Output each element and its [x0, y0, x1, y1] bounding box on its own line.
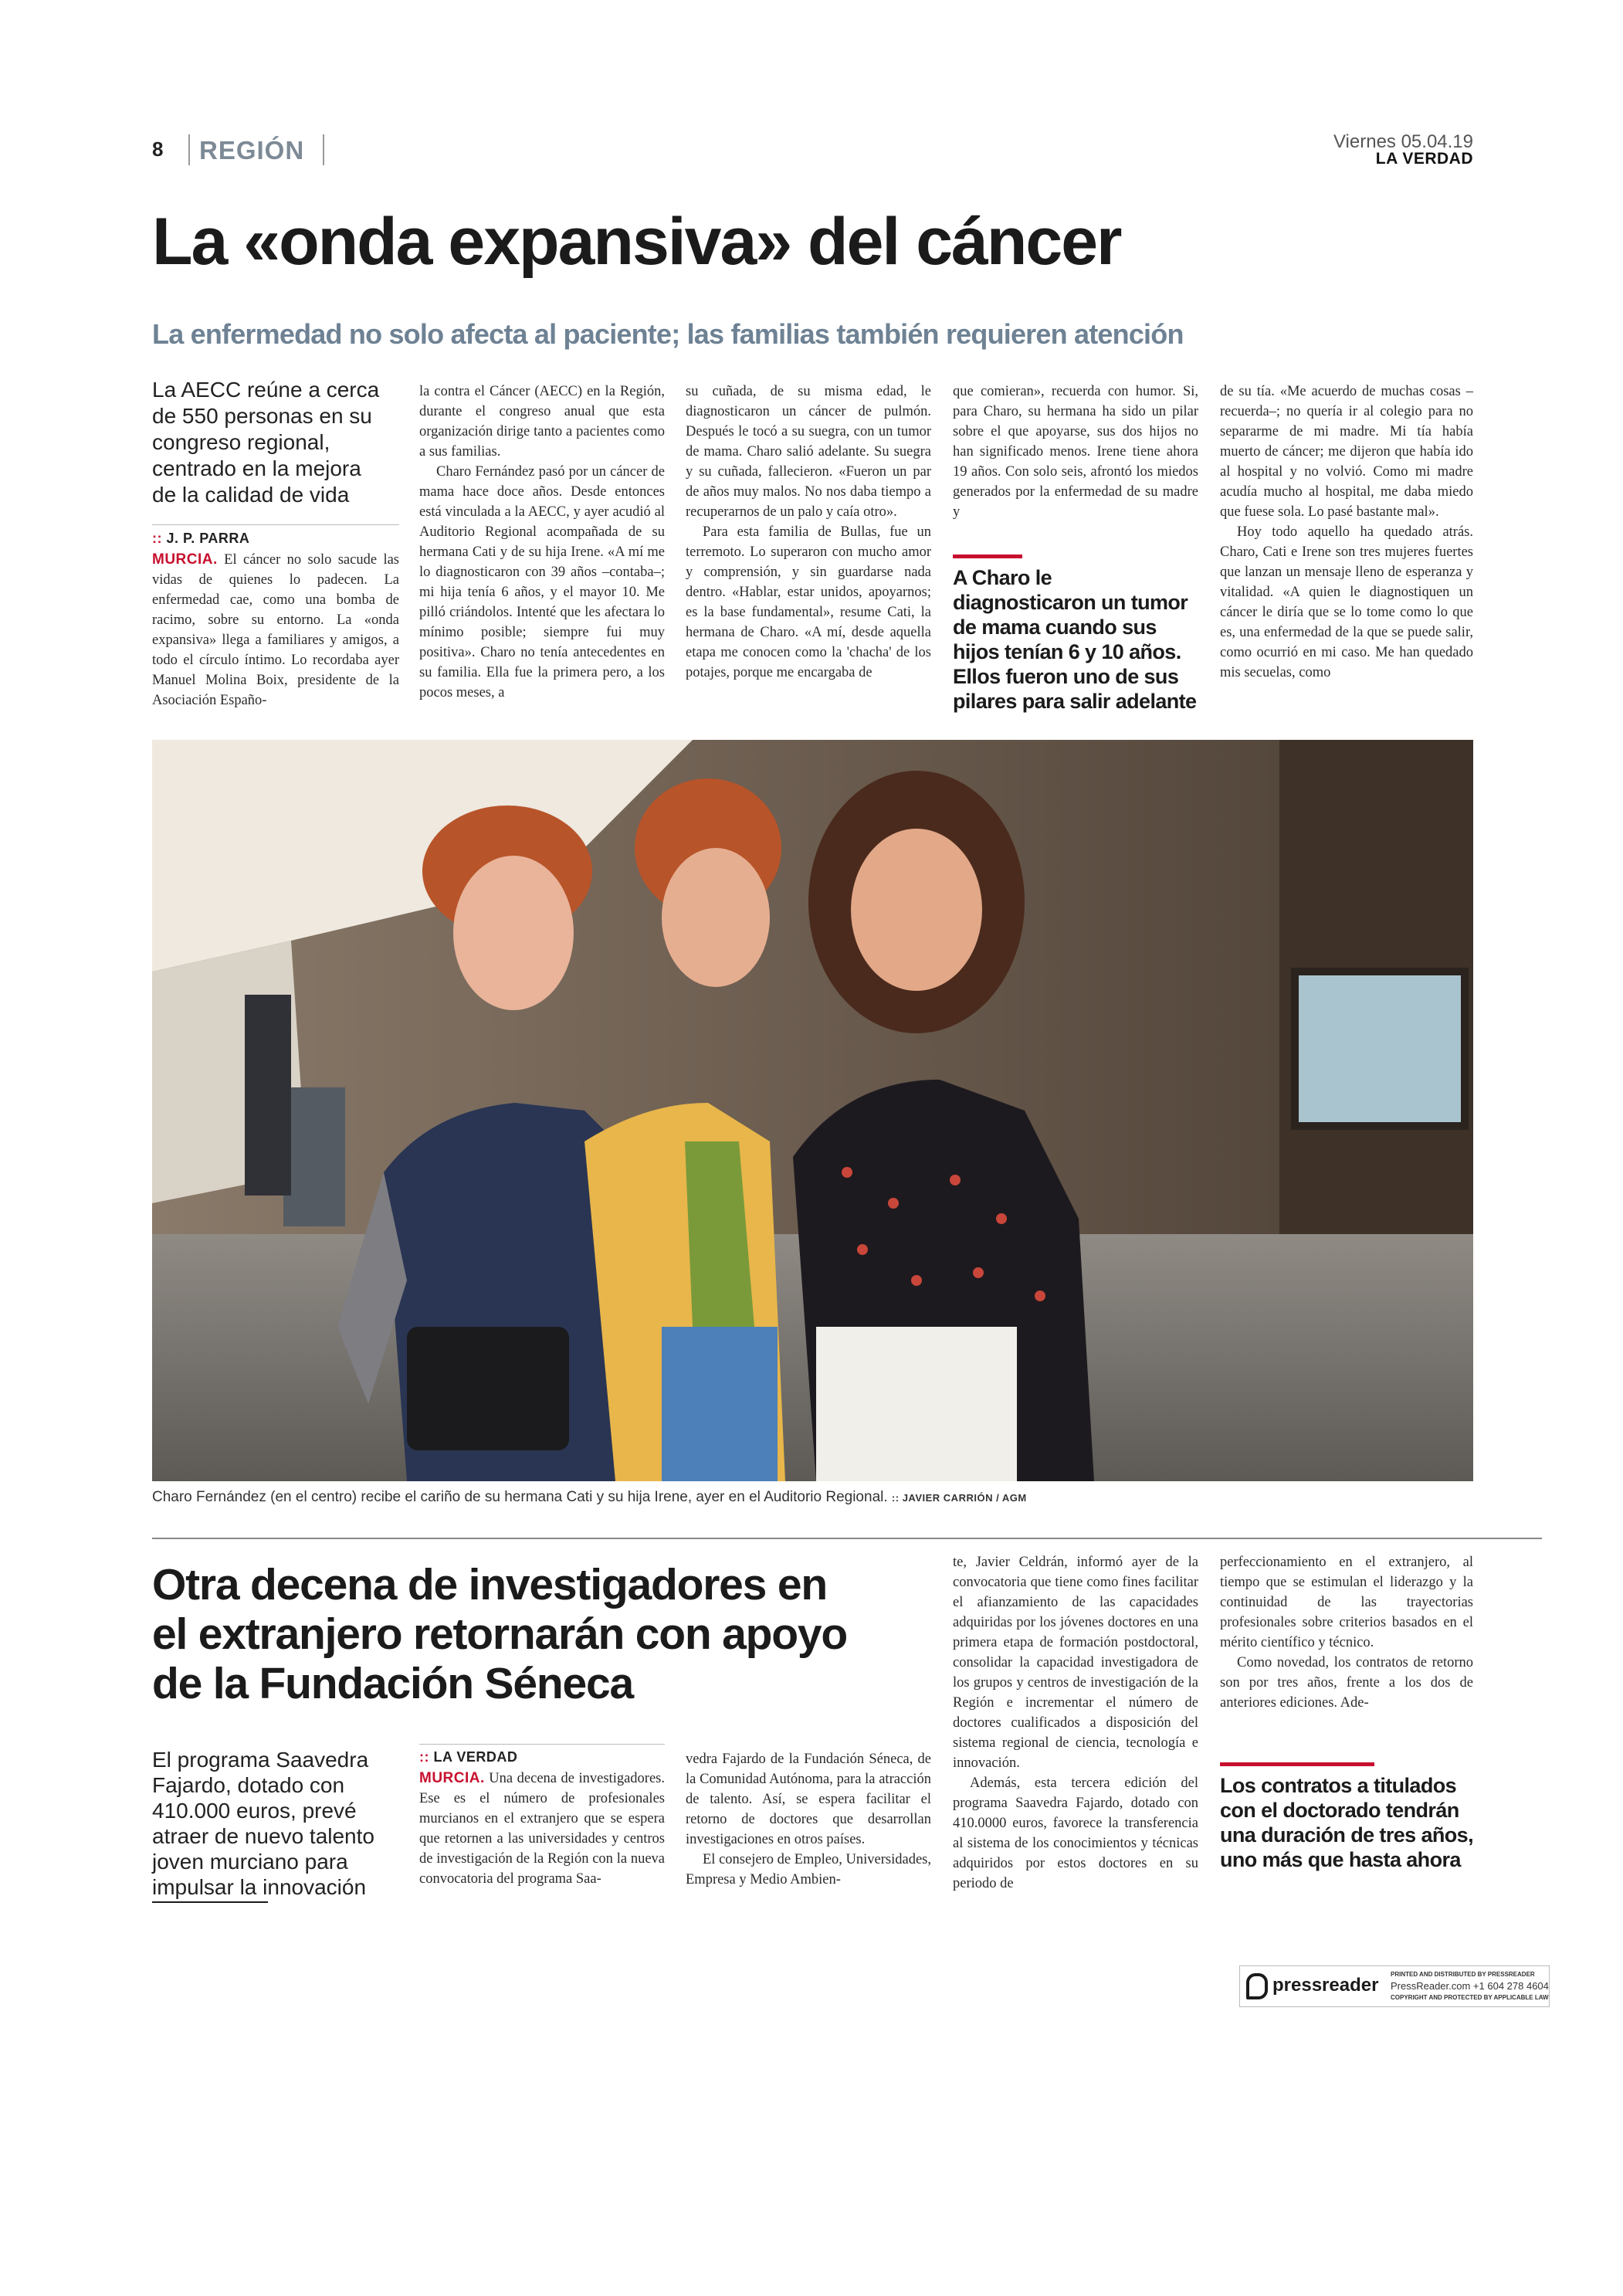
- newspaper-name: LA VERDAD: [1375, 150, 1473, 168]
- byline-rule: [152, 524, 399, 525]
- section-divider-left: [188, 134, 190, 165]
- article-2-column-1-text: Una decena de investigadores. Ese es el número de profesionales murcianos en el extranjero que se espera que retornen a las universidades y centros de investigación de la Región con la nueva convocatoria del programa Saa-: [419, 1771, 665, 1887]
- article-2-column-2-paragraph-2: El consejero de Empleo, Universidades, Empresa y Medio Ambien-: [686, 1852, 931, 1887]
- article-2-pullquote: Los contratos a titulados con el doctorado tendrán una duración de tres años, uno más que hasta ahora: [1220, 1774, 1473, 1871]
- pressreader-logo-icon: [1246, 1973, 1268, 1999]
- column-5-paragraph-1: de su tía. «Me acuerdo de muchas cosas –recuerda–; no quería ir al colegio para no separarme de mi madre. Mi tía había muerto de cáncer; me dijeron que había ido al hospital y no volvió. Como mi madre acudía mucho al hospital, me daba miedo que fuese sola. Lo pasé bastante mal».: [1220, 384, 1473, 520]
- article-2-column-1: [419, 1769, 665, 1889]
- article-2-lead-rule: [152, 1901, 268, 1903]
- photo-caption: [152, 1489, 1473, 1506]
- pressreader-line-3: COPYRIGHT AND PROTECTED BY APPLICABLE LAW: [1391, 1994, 1549, 2001]
- article-2-column-4-paragraph-2: Como novedad, los contratos de retorno son por tres años, frente a los dos de anteriores ediciones. Ade-: [1220, 1655, 1473, 1711]
- article-2-column-3: [953, 1552, 1198, 1894]
- article-2-byline-author: LA VERDAD: [433, 1749, 518, 1765]
- pressreader-badge[interactable]: [1239, 1965, 1550, 2007]
- article-2-headline: Otra decena de investigadores en el extranjero retornarán con apoyo de la Fundación Séneca: [152, 1560, 847, 1708]
- column-3-paragraph-1: su cuñada, de su misma edad, le diagnosticaron un cáncer de pulmón. Después le tocó a su suegra, con un tumor de mama. Charo salió adelante. Su suegra y su cuñada, fallecieron. «Fueron un par de años muy malos. No nos daba tiempo a recuperarnos de un palo y caía otro».: [686, 384, 931, 520]
- column-4-paragraph-1: que comieran», recuerda con humor. Si, para Charo, su hermana ha sido un pilar sobre el que apoyarse, sus dos hijos no han significado menos. Irene tiene ahora 19 años. Con solo seis, afrontó los miedos generados por la enfermedad de su madre y: [953, 384, 1198, 520]
- article-column-3: [686, 382, 931, 683]
- article-column-5: [1220, 382, 1473, 683]
- photo-three-women: [152, 740, 1473, 1481]
- pullquote-rule: [953, 554, 1022, 558]
- article-column-1: [152, 550, 399, 711]
- column-1-text: El cáncer no solo sacude las vidas de quienes lo padecen. La enfermedad cae, como una bomba de racimo, sobre su entorno. La «onda expansiva» llega a familiares y amigos, a todo el círculo íntimo. Lo recordaba ayer Manuel Molina Boix, presidente de la Asociación Españo-: [152, 552, 399, 708]
- photo-credit: :: JAVIER CARRIÓN / AGM: [891, 1492, 1027, 1504]
- issue-date: Viernes 05.04.19: [1333, 131, 1473, 152]
- article-2-column-3-paragraph-1: te, Javier Celdrán, informó ayer de la convocatoria que tiene como fines facilitar el afianzamiento de las capacidades adquiridas por los jóvenes doctores en una primera etapa de formación postdoctoral, consolidar la capacidad investigadora de los grupos y centros de investigación de la Región e incrementar el número de doctores cualificados a disposición del sistema regional de ciencia, tecnología e innovación.: [953, 1555, 1198, 1771]
- article-2-lead: [152, 1747, 384, 1900]
- article-pullquote: A Charo le diagnosticaron un tumor de mama cuando sus hijos tenían 6 y 10 años. Ellos fueron uno de sus pilares para salir adelante: [953, 566, 1197, 713]
- byline-author: J. P. PARRA: [166, 531, 250, 546]
- section-divider-right: [323, 134, 324, 165]
- article-2-column-4-paragraph-1: perfeccionamiento en el extranjero, al tiempo que se estimulan el liderazgo y la continuidad de las trayectorias profesionales sobre criterios basados en el mérito científico y técnico.: [1220, 1555, 1473, 1650]
- article-2-byline-marker: ::: [419, 1749, 434, 1765]
- column-3-paragraph-2: Para esta familia de Bullas, fue un terremoto. Lo superaron con mucho amor y comprensión, y sin guardarse nada dentro. «Hablar, estar unidos, apoyarnos; es la base fundamental», resume Cati, la hermana de Charo. «A mí, desde aquella etapa me conocen como la 'chacha' de los potajes, porque me encargaba de: [686, 524, 931, 680]
- column-5-paragraph-2: Hoy todo aquello ha quedado atrás. Charo, Cati e Irene son tres mujeres fuertes que lanzan un mensaje lleno de esperanza y vitalidad. «A quien le diagnostiquen un cáncer le diría que se lo tome como lo que es, una enfermedad de la que se puede salir, como ocurrió en mi caso. Me han quedado mis secuelas, como: [1220, 524, 1473, 680]
- article-lead: La AECC reúne a cerca de 550 personas en su congreso regional, centrado en la mejora de la calidad de vida: [152, 378, 380, 507]
- article-2-dateline: MURCIA.: [419, 1770, 485, 1786]
- article-column-2: [419, 382, 665, 703]
- article-headline: La «onda expansiva» del cáncer: [152, 205, 1121, 279]
- page-number: 8: [152, 137, 164, 161]
- article-2-byline: [419, 1749, 517, 1765]
- article-2-column-3-paragraph-2: Además, esta tercera edición del programa Saavedra Fajardo, dotado con 410.0000 euros, favorece la transferencia al sistema de los conocimientos y técnicas adquiridos por estos doctores en su periodo de: [953, 1775, 1198, 1891]
- article-column-4: [953, 382, 1198, 522]
- article-2-byline-rule: [419, 1744, 665, 1745]
- article-2-column-4: [1220, 1552, 1473, 1713]
- column-2-paragraph-1: la contra el Cáncer (AECC) en la Región, durante el congreso anual que esta organización dirige tanto a pacientes como a sus familias.: [419, 384, 665, 460]
- section-label: REGIÓN: [199, 136, 305, 164]
- article-2-column-2: [686, 1749, 931, 1890]
- pressreader-line-2: PressReader.com +1 604 278 4604: [1391, 1980, 1549, 1992]
- byline-marker: ::: [152, 531, 167, 546]
- article-photo: [152, 740, 1473, 1481]
- photo-caption-text: Charo Fernández (en el centro) recibe el cariño de su hermana Cati y su hija Irene, ayer en el Auditorio Regional.: [152, 1489, 888, 1505]
- byline: [152, 531, 249, 547]
- article-2-pullquote-rule: [1220, 1762, 1374, 1766]
- column-2-paragraph-2: Charo Fernández pasó por un cáncer de mama hace doce años. Desde entonces está vinculada a la AECC, y ayer acudió al Auditorio Regional acompañada de su hermana Cati y de su hija Irene. «A mí me lo diagnosticaron con 39 años –contaba–; mi hija tenía 6 años, y el mayor 10. Me pilló criándolos. Intenté que les afectara lo mínimo posible; siempre fui muy positiva». Charo no tenía antecedentes en su familia. Ella fue la primera pero, a los pocos meses, a: [419, 464, 665, 700]
- section-rule: [152, 1538, 1542, 1539]
- dateline: MURCIA.: [152, 551, 218, 568]
- article-subhead: La enfermedad no solo afecta al paciente; las familias también requieren atención: [152, 318, 1184, 350]
- article-2-lead-text: El programa Saavedra Fajardo, dotado con 410.000 euros, prevé atraer de nuevo talento joven murciano para impulsar la innovación: [152, 1748, 374, 1899]
- pressreader-brand: pressreader: [1272, 1975, 1379, 1996]
- pressreader-line-1: PRINTED AND DISTRIBUTED BY PRESSREADER: [1391, 1971, 1535, 1978]
- article-2-column-2-paragraph-1: vedra Fajardo de la Fundación Séneca, de la Comunidad Autónoma, para la atracción de talento. Así, se espera facilitar el retorno de doctores que desarrollan investigaciones en otros países.: [686, 1752, 931, 1847]
